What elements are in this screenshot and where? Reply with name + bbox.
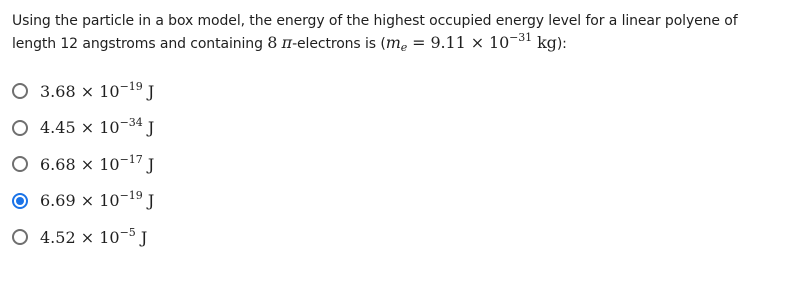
radio-button-icon[interactable] — [12, 83, 28, 99]
option-label: $3.68 \times 10^{-19}$ J — [40, 79, 155, 101]
option-label: $4.45 \times 10^{-34}$ J — [40, 116, 155, 138]
answer-option-4[interactable] — [12, 183, 154, 220]
radio-button-icon[interactable] — [12, 156, 28, 172]
question-part2: -electrons is ( — [292, 36, 386, 52]
answer-options — [12, 73, 154, 256]
radio-button-icon[interactable] — [12, 193, 28, 209]
option-label: $6.69 \times 10^{-19}$ J — [40, 189, 155, 211]
answer-option-2[interactable] — [12, 110, 154, 147]
answer-option-3[interactable] — [12, 146, 154, 183]
question-text — [12, 10, 782, 55]
radio-button-icon[interactable] — [12, 120, 28, 136]
answer-option-5[interactable] — [12, 219, 154, 256]
question-part1: Using the particle in a box model, the energy of the highest occupied energy level for a linear polyene of length 12 angstroms and containing — [12, 13, 738, 52]
option-label: $6.68 \times 10^{-17}$ J — [40, 152, 155, 174]
option-label: $4.52 \times 10^{-5}$ J — [40, 225, 148, 247]
answer-option-1[interactable] — [12, 73, 154, 110]
radio-button-icon[interactable] — [12, 229, 28, 245]
electron-count: 8 — [267, 33, 278, 52]
electron-mass-expression: $m_e = 9.11 \times 10^{-31}$ kg — [385, 31, 557, 54]
pi-symbol: π — [281, 33, 293, 52]
question-end: ): — [556, 36, 567, 52]
